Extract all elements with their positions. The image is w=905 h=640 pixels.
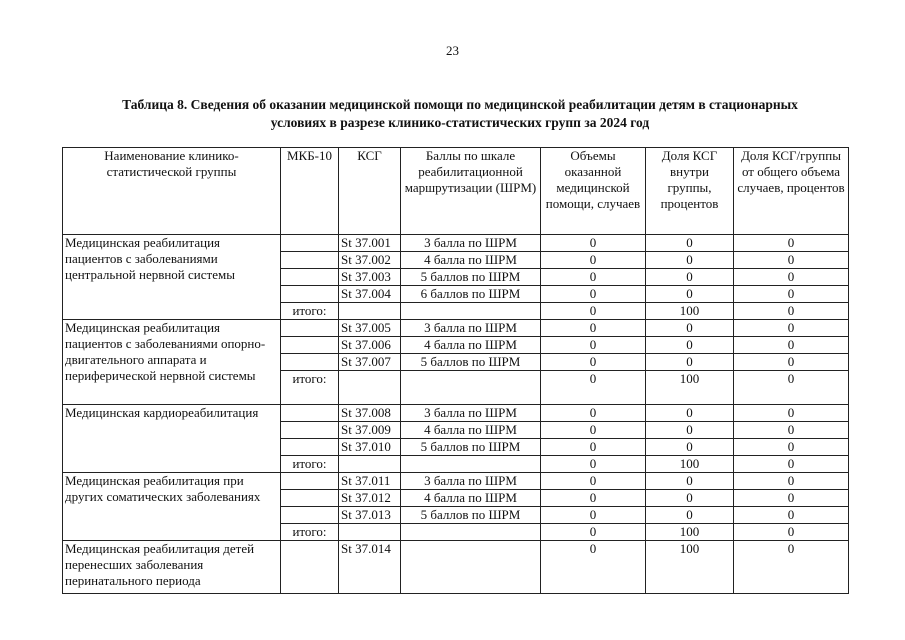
share-total-cell: 0: [734, 507, 849, 524]
share-total-cell: 0: [734, 524, 849, 541]
volume-cell: 0: [541, 337, 646, 354]
volume-cell: 0: [541, 422, 646, 439]
volume-cell: 0: [541, 320, 646, 337]
ksg-cell: St 37.007: [339, 354, 401, 371]
share-in-group-cell: 0: [646, 354, 734, 371]
group-name-cell: Медицинская реабилитация пациентов с заболеваниями опорно-двигательного аппарата и периферической нервной системы: [63, 320, 281, 405]
ksg-cell: St 37.001: [339, 235, 401, 252]
table-row: [63, 473, 849, 490]
header-shrm: Баллы по шкале реабилитационной маршрутизации (ШРМ): [401, 148, 541, 235]
mkb10-cell: итого:: [281, 456, 339, 473]
share-in-group-cell: 0: [646, 320, 734, 337]
volume-cell: 0: [541, 354, 646, 371]
share-in-group-cell: 0: [646, 507, 734, 524]
mkb10-cell: [281, 269, 339, 286]
shrm-cell: 5 баллов по ШРМ: [401, 507, 541, 524]
mkb10-cell: [281, 337, 339, 354]
share-in-group-cell: 0: [646, 235, 734, 252]
shrm-cell: 5 баллов по ШРМ: [401, 354, 541, 371]
shrm-cell: [401, 524, 541, 541]
ksg-cell: St 37.010: [339, 439, 401, 456]
volume-cell: 0: [541, 269, 646, 286]
shrm-cell: 3 балла по ШРМ: [401, 320, 541, 337]
ksg-cell: [339, 524, 401, 541]
mkb10-cell: [281, 252, 339, 269]
share-total-cell: 0: [734, 286, 849, 303]
volume-cell: 0: [541, 235, 646, 252]
shrm-cell: 3 балла по ШРМ: [401, 473, 541, 490]
share-total-cell: 0: [734, 490, 849, 507]
header-share-in-group: Доля КСГ внутри группы, процентов: [646, 148, 734, 235]
volume-cell: 0: [541, 507, 646, 524]
table-title-line-2: условиях в разрезе клинико-статистических групп за 2024 год: [270, 115, 650, 130]
ksg-cell: St 37.006: [339, 337, 401, 354]
shrm-cell: 4 балла по ШРМ: [401, 422, 541, 439]
ksg-cell: St 37.013: [339, 507, 401, 524]
share-in-group-cell: 100: [646, 541, 734, 594]
mkb10-cell: [281, 541, 339, 594]
mkb10-cell: [281, 405, 339, 422]
group-name-cell: Медицинская реабилитация при других соматических заболеваниях: [63, 473, 281, 541]
header-group-name: Наименование клинико-статистической группы: [63, 148, 281, 235]
share-total-cell: 0: [734, 473, 849, 490]
table-row: [63, 405, 849, 422]
volume-cell: 0: [541, 252, 646, 269]
share-in-group-cell: 0: [646, 252, 734, 269]
ksg-cell: [339, 371, 401, 405]
share-in-group-cell: 0: [646, 439, 734, 456]
volume-cell: 0: [541, 456, 646, 473]
header-ksg: КСГ: [339, 148, 401, 235]
share-total-cell: 0: [734, 371, 849, 405]
page-number: 23: [446, 43, 459, 58]
ksg-cell: St 37.014: [339, 541, 401, 594]
header-row: [63, 148, 849, 235]
shrm-cell: [401, 456, 541, 473]
share-total-cell: 0: [734, 337, 849, 354]
shrm-cell: 5 баллов по ШРМ: [401, 269, 541, 286]
table-title: [60, 96, 860, 132]
ksg-cell: St 37.003: [339, 269, 401, 286]
header-share-total: Доля КСГ/группы от общего объема случаев, процентов: [734, 148, 849, 235]
share-in-group-cell: 0: [646, 490, 734, 507]
shrm-cell: 3 балла по ШРМ: [401, 405, 541, 422]
header-volume: Объемы оказанной медицинской помощи, случаев: [541, 148, 646, 235]
volume-cell: 0: [541, 303, 646, 320]
share-total-cell: 0: [734, 456, 849, 473]
ksg-cell: St 37.002: [339, 252, 401, 269]
share-total-cell: 0: [734, 303, 849, 320]
share-in-group-cell: 0: [646, 337, 734, 354]
shrm-cell: [401, 303, 541, 320]
table-title-line-1: Таблица 8. Сведения об оказании медицинской помощи по медицинской реабилитации детям в стационарных: [122, 97, 798, 112]
mkb10-cell: [281, 507, 339, 524]
ksg-cell: St 37.005: [339, 320, 401, 337]
share-total-cell: 0: [734, 405, 849, 422]
mkb10-cell: [281, 473, 339, 490]
volume-cell: 0: [541, 473, 646, 490]
share-total-cell: 0: [734, 439, 849, 456]
mkb10-cell: итого:: [281, 371, 339, 405]
share-total-cell: 0: [734, 541, 849, 594]
share-total-cell: 0: [734, 269, 849, 286]
mkb10-cell: [281, 235, 339, 252]
shrm-cell: 4 балла по ШРМ: [401, 252, 541, 269]
group-name-cell: Медицинская кардиореабилитация: [63, 405, 281, 473]
share-in-group-cell: 0: [646, 422, 734, 439]
share-in-group-cell: 100: [646, 456, 734, 473]
share-total-cell: 0: [734, 320, 849, 337]
ksg-cell: St 37.004: [339, 286, 401, 303]
volume-cell: 0: [541, 286, 646, 303]
share-in-group-cell: 0: [646, 269, 734, 286]
mkb10-cell: итого:: [281, 303, 339, 320]
share-total-cell: 0: [734, 252, 849, 269]
volume-cell: 0: [541, 524, 646, 541]
volume-cell: 0: [541, 439, 646, 456]
share-in-group-cell: 100: [646, 371, 734, 405]
volume-cell: 0: [541, 371, 646, 405]
shrm-cell: 4 балла по ШРМ: [401, 337, 541, 354]
group-name-cell: Медицинская реабилитация пациентов с заболеваниями центральной нервной системы: [63, 235, 281, 320]
shrm-cell: [401, 371, 541, 405]
share-in-group-cell: 0: [646, 286, 734, 303]
mkb10-cell: [281, 320, 339, 337]
shrm-cell: 5 баллов по ШРМ: [401, 439, 541, 456]
table-row: [63, 235, 849, 252]
ksg-cell: St 37.012: [339, 490, 401, 507]
ksg-cell: St 37.008: [339, 405, 401, 422]
mkb10-cell: [281, 490, 339, 507]
mkb10-cell: [281, 422, 339, 439]
share-in-group-cell: 0: [646, 473, 734, 490]
table-row: [63, 541, 849, 594]
share-total-cell: 0: [734, 235, 849, 252]
mkb10-cell: [281, 439, 339, 456]
shrm-cell: 3 балла по ШРМ: [401, 235, 541, 252]
ksg-cell: [339, 303, 401, 320]
rehab-table: [62, 147, 849, 594]
group-name-cell: Медицинская реабилитация детей перенесших заболевания перинатального периода: [63, 541, 281, 594]
share-total-cell: 0: [734, 422, 849, 439]
mkb10-cell: [281, 286, 339, 303]
share-in-group-cell: 0: [646, 405, 734, 422]
ksg-cell: St 37.011: [339, 473, 401, 490]
header-mkb10: МКБ-10: [281, 148, 339, 235]
shrm-cell: 4 балла по ШРМ: [401, 490, 541, 507]
mkb10-cell: [281, 354, 339, 371]
ksg-cell: [339, 456, 401, 473]
mkb10-cell: итого:: [281, 524, 339, 541]
shrm-cell: [401, 541, 541, 594]
volume-cell: 0: [541, 541, 646, 594]
share-in-group-cell: 100: [646, 303, 734, 320]
ksg-cell: St 37.009: [339, 422, 401, 439]
volume-cell: 0: [541, 490, 646, 507]
shrm-cell: 6 баллов по ШРМ: [401, 286, 541, 303]
share-in-group-cell: 100: [646, 524, 734, 541]
table-row: [63, 320, 849, 337]
share-total-cell: 0: [734, 354, 849, 371]
volume-cell: 0: [541, 405, 646, 422]
